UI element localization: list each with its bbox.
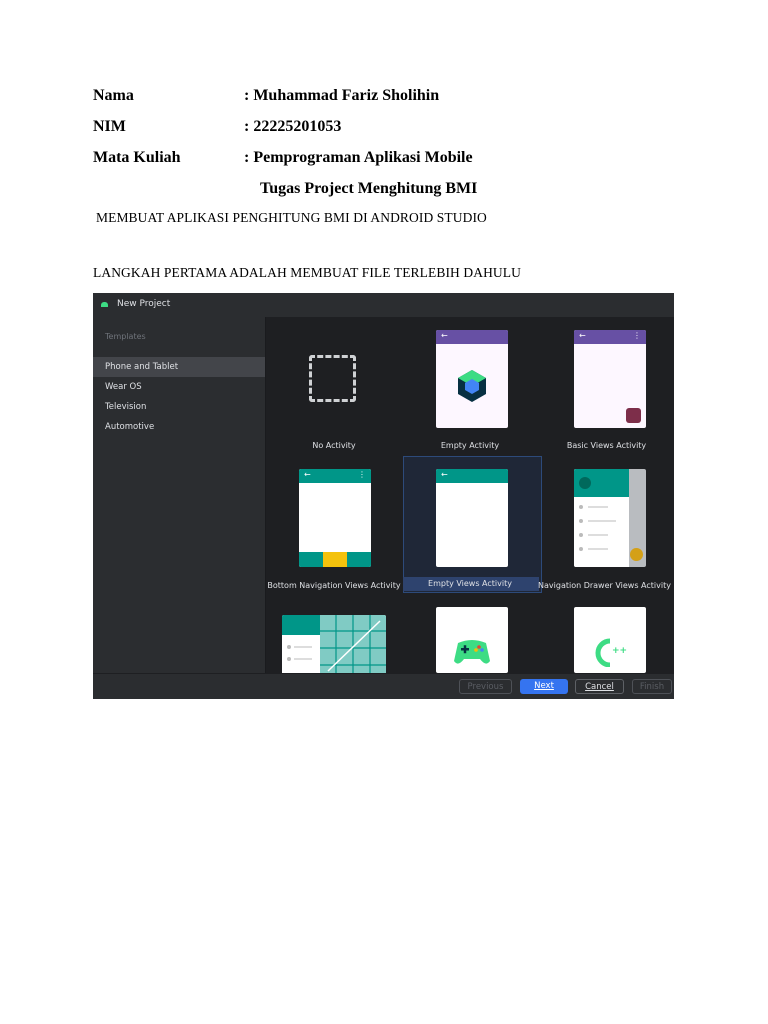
template-basic-views-activity[interactable]	[538, 317, 674, 457]
app-bar	[436, 330, 508, 344]
game-controller-icon	[452, 637, 492, 667]
cancel-button-label: Cancel	[585, 682, 614, 692]
sidebar-item-television[interactable]	[93, 397, 265, 417]
template-native-cpp[interactable]	[538, 597, 674, 673]
phone-preview	[574, 330, 646, 428]
drawer-item-dot	[579, 533, 583, 537]
fab-icon	[626, 408, 641, 423]
dialog-footer	[93, 673, 674, 699]
drawer-item-dot	[579, 505, 583, 509]
list-line	[294, 658, 312, 660]
svg-text:++: ++	[612, 646, 628, 656]
cancel-button[interactable]	[575, 679, 624, 694]
template-label: Basic Views Activity	[566, 441, 647, 450]
fab-icon	[630, 548, 643, 561]
finish-button[interactable]: Finish	[632, 679, 672, 694]
template-game-activity[interactable]	[402, 597, 538, 673]
template-empty-activity[interactable]	[402, 317, 538, 457]
drawer-item-line	[588, 520, 616, 522]
templates-heading: Templates	[105, 332, 146, 341]
app-bar	[282, 615, 320, 635]
compose-logo-icon	[454, 368, 490, 404]
sidebar-item-label: Phone and Tablet	[105, 362, 179, 372]
dashed-placeholder-icon	[309, 355, 356, 402]
next-button-label: Next	[534, 681, 554, 691]
name-label: Nama	[93, 87, 134, 104]
overflow-menu-icon: ⋮	[358, 470, 366, 479]
phone-preview	[436, 469, 508, 567]
selected-nav-item	[323, 552, 347, 567]
window-titlebar	[93, 293, 674, 317]
back-arrow-icon: ←	[441, 331, 448, 340]
app-bar	[574, 330, 646, 344]
list-line	[294, 646, 312, 648]
sidebar-item-label: Wear OS	[105, 382, 142, 392]
course-value: : Pemprograman Aplikasi Mobile	[244, 149, 473, 166]
next-button[interactable]	[520, 679, 568, 694]
template-gallery	[265, 317, 674, 673]
avatar-icon	[579, 477, 591, 489]
sidebar-item-label: Television	[105, 402, 147, 412]
cpp-icon	[592, 637, 628, 667]
drawer-item-line	[588, 534, 608, 536]
template-responsive-views-activity[interactable]	[266, 597, 402, 673]
back-arrow-icon: ←	[441, 470, 448, 479]
sidebar-item-label: Automotive	[105, 422, 155, 432]
template-navigation-drawer-views-activity[interactable]	[538, 457, 674, 597]
overflow-menu-icon: ⋮	[633, 331, 641, 340]
grid-panel	[320, 615, 386, 675]
window-title: New Project	[117, 299, 171, 309]
nim-value: : 22225201053	[244, 118, 342, 135]
bottom-nav-bar	[299, 552, 371, 567]
list-dot	[287, 645, 291, 649]
drawer-item-line	[588, 506, 608, 508]
phone-preview	[299, 469, 371, 567]
phone-preview	[436, 330, 508, 428]
phone-preview	[436, 607, 508, 673]
template-no-activity[interactable]	[266, 317, 402, 457]
grid-chart-icon	[320, 615, 386, 675]
sidebar-item-automotive[interactable]	[93, 417, 265, 437]
template-label: No Activity	[312, 441, 356, 450]
nav-drawer	[574, 469, 629, 567]
new-project-screenshot	[93, 293, 674, 699]
sidebar-item-phone-and-tablet[interactable]	[93, 357, 265, 377]
intro-text: MEMBUAT APLIKASI PENGHITUNG BMI DI ANDROID STUDIO	[96, 210, 487, 225]
template-label: Navigation Drawer Views Activity	[538, 581, 671, 590]
drawer-item-dot	[579, 519, 583, 523]
template-empty-views-activity[interactable]	[402, 457, 538, 597]
task-title: Tugas Project Menghitung BMI	[260, 180, 478, 197]
nim-label: NIM	[93, 118, 126, 135]
name-value: : Muhammad Fariz Sholihin	[244, 87, 440, 104]
app-bar	[299, 469, 371, 483]
phone-preview	[574, 607, 646, 673]
list-dot	[287, 657, 291, 661]
app-bar	[436, 469, 508, 483]
back-arrow-icon: ←	[579, 331, 586, 340]
sidebar-item-wear-os[interactable]	[93, 377, 265, 397]
phone-preview	[282, 615, 386, 675]
course-label: Mata Kuliah	[93, 149, 181, 166]
template-label: Empty Views Activity	[428, 579, 512, 588]
template-label: Bottom Navigation Views Activity	[267, 581, 401, 590]
template-label: Empty Activity	[440, 441, 500, 450]
back-arrow-icon: ←	[304, 470, 311, 479]
phone-preview	[574, 469, 646, 567]
drawer-item-dot	[579, 547, 583, 551]
drawer-item-line	[588, 548, 608, 550]
android-studio-icon	[101, 302, 108, 307]
previous-button[interactable]: Previous	[459, 679, 512, 694]
templates-sidebar	[93, 317, 265, 673]
template-bottom-navigation-views-activity[interactable]	[266, 457, 402, 597]
step1-text: LANGKAH PERTAMA ADALAH MEMBUAT FILE TERLEBIH DAHULU	[93, 265, 521, 280]
drawer-header	[574, 469, 629, 497]
